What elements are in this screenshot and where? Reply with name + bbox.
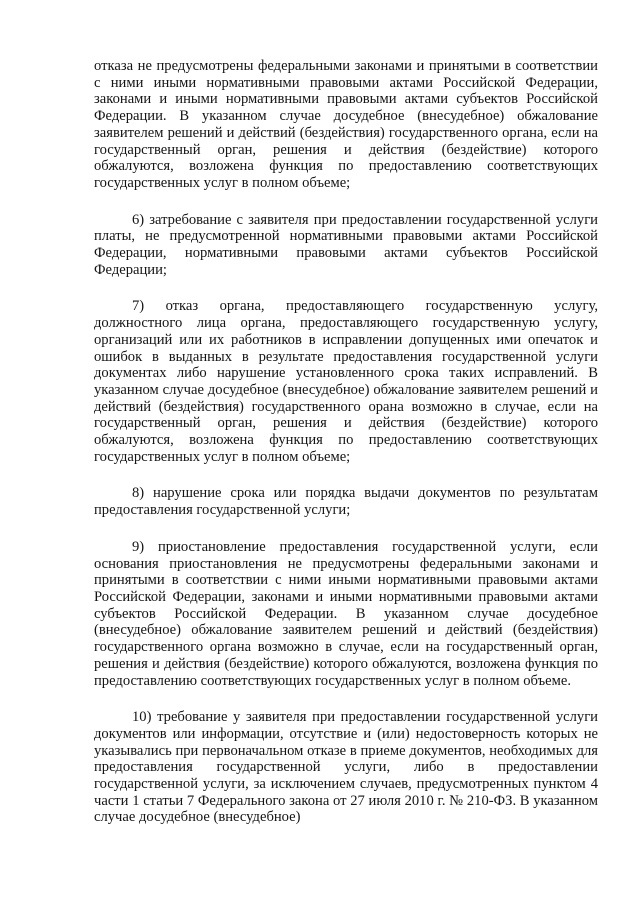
paragraph-item-10: 10) требование у заявителя при предоставлении государственной услуги документов или информации, отсутствие и (или) недостоверность которых не указывались при первоначальном отказе в приеме документов, необходимых для предоставления государственной услуги, либо в предоставлении государственной услуги, за исключением случаев, предусмотренных пунктом 4 части 1 статьи 7 Федерального закона от 27 июля 2010 г. № 210-ФЗ. В указанном случае досудебное (внесудебное) <box>94 709 598 826</box>
paragraph-item-7: 7) отказ органа, предоставляющего государственную услугу, должностного лица органа, предоставляющего государственную услугу, организаций или их работников в исправлении допущенных ими опечаток и ошибок в выданных в результате предоставления государственной услуги документах либо нарушение установленного срока таких исправлений. В указанном случае досудебное (внесудебное) обжалование заявителем решений и действий (бездействия) государственного орана возможно в случае, если на государственный орган, решения и действия (бездействие) которого обжалуются, возложена функция по предоставлению соответствующих государственных услуг в полном объеме; <box>94 298 598 465</box>
paragraph-item-8: 8) нарушение срока или порядка выдачи документов по результатам предоставления государственной услуги; <box>94 485 598 519</box>
paragraph-continuation: отказа не предусмотрены федеральными законами и принятыми в соответствии с ними иными нормативными правовыми актами Российской Федерации, законами и иными нормативными правовыми актами субъектов Российской Федерации. В указанном случае досудебное (внесудебное) обжалование заявителем решений и действий (бездействия) государственного органа, если на государственный орган, решения и действия (бездействие) которого обжалуются, возложена функция по предоставлению соответствующих государственных услуг в полном объеме; <box>94 58 598 191</box>
paragraph-item-9: 9) приостановление предоставления государственной услуги, если основания приостановления не предусмотрены федеральными законами и принятыми в соответствии с ними иными нормативными правовыми актами Российской Федерации, законами и иными нормативными правовыми актами субъектов Российской Федерации. В указанном случае досудебное (внесудебное) обжалование заявителем решений и действий (бездействия) государственного органа возможно в случае, если на государственный орган, решения и действия (бездействие) которого обжалуются, возложена функция по предоставлению соответствующих государственных услуг в полном объеме. <box>94 538 598 689</box>
paragraph-item-6: 6) затребование с заявителя при предоставлении государственной услуги платы, не предусмотренной нормативными правовыми актами Российской Федерации, нормативными правовыми актами субъектов Российской Федерации; <box>94 211 598 278</box>
document-page <box>94 58 598 846</box>
